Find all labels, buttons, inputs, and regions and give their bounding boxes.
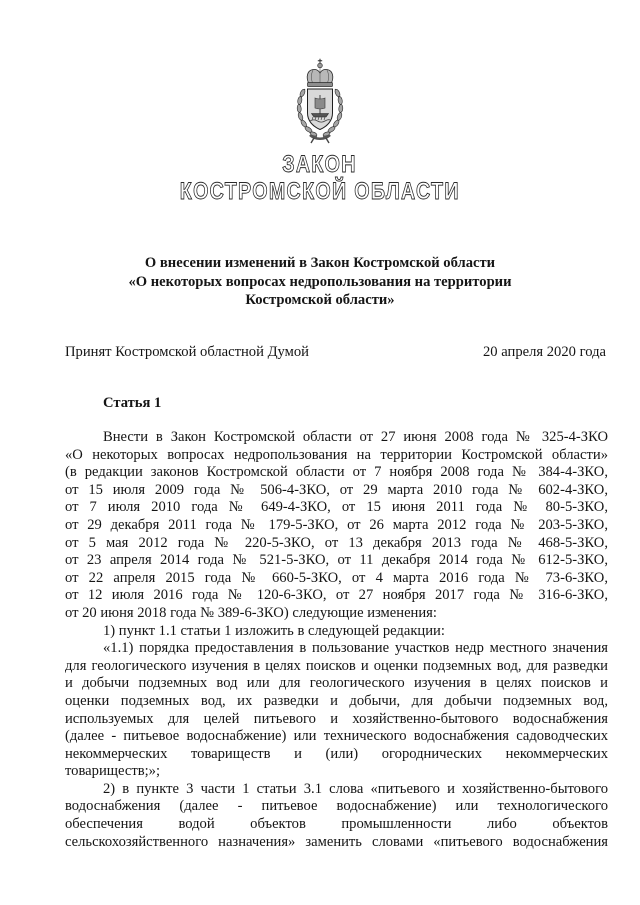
document-title-line: О внесении изменений в Закон Костромской области: [144, 255, 496, 271]
article-text-line: «О некоторых вопросах недропользования на территории Костромской области»: [65, 446, 608, 463]
coat-of-arms-graphic: [288, 58, 352, 144]
article-text-line: оценки подземных вод, их разведки и добычи, для добычи подземных вод,: [65, 692, 608, 709]
article-text-line: и добычи подземных вод или для геологического изучения в целях поисков и: [65, 675, 608, 692]
region-heading-text: КОСТРОМСКОЙ ОБЛАСТИ: [179, 178, 461, 205]
ribbon: [310, 135, 330, 143]
article-text-line: используемых для целей питьевого и хозяйственно-бытового водоснабжения: [65, 710, 608, 727]
article-text-line: некоммерческих товариществ и (или) огороднических некоммерческих: [65, 745, 608, 762]
article-body: [65, 429, 608, 851]
shield-icon: [308, 89, 333, 130]
article-text-line: обеспечения водой объектов промышленности либо объектов: [65, 816, 608, 833]
article-text-line: от 23 апреля 2014 года № 521-5-ЗКО, от 11 декабря 2014 года № 612-5-ЗКО,: [65, 552, 608, 569]
article-text-line: от 15 июля 2009 года № 506-4-ЗКО, от 29 марта 2010 года № 602-4-ЗКО,: [65, 481, 608, 498]
article-text-line: сельскохозяйственного назначения» заменить словами «питьевого водоснабжения: [65, 833, 608, 850]
adoption-date: 20 апреля 2020 года: [483, 344, 606, 360]
article-text-line: от 20 июня 2018 года № 389-6-ЗКО) следующие изменения:: [65, 604, 437, 621]
article-text-line: «1.1) порядка предоставления в пользование участков недр местного значения: [103, 640, 608, 657]
article-text-line: для геологического изучения в целях поисков и оценки подземных вод, для разведки: [65, 657, 608, 674]
document-title-line: Костромской области»: [245, 292, 395, 308]
article-text-line: Внести в Закон Костромской области от 27 июня 2008 года № 325-4-ЗКО: [103, 429, 608, 445]
article-text-line: 1) пункт 1.1 статьи 1 изложить в следующей редакции:: [103, 622, 445, 639]
adopted-by: Принят Костромской областной Думой: [65, 344, 309, 360]
paragraph-intro: [65, 429, 608, 623]
paragraph-item-2: [65, 781, 608, 851]
crown-icon: [307, 59, 333, 87]
paragraph-item-1: [65, 623, 608, 641]
article-text-line: от 12 июля 2016 года № 120-6-ЗКО, от 27 ноября 2017 года № 316-6-ЗКО,: [65, 587, 608, 604]
article-text-line: от 29 декабря 2011 года № 179-5-ЗКО, от 26 марта 2012 года № 203-5-ЗКО,: [65, 516, 608, 533]
article-text-line: от 22 апреля 2015 года № 660-5-ЗКО, от 4 марта 2016 года № 73-6-ЗКО,: [65, 569, 608, 586]
article-text-line: (далее - питьевое водоснабжение) или технического водоснабжения садоводческих: [65, 728, 608, 745]
law-heading-word: ЗАКОН: [282, 151, 358, 178]
article-text-line: водоснабжения (далее - питьевое водоснабжение) или технологического: [65, 798, 608, 815]
coat-of-arms-icon: [288, 58, 352, 144]
article-text-line: от 7 июля 2010 года № 649-4-ЗКО, от 15 июня 2011 года № 80-5-ЗКО,: [65, 499, 608, 516]
region-heading: [0, 178, 640, 206]
article-heading: Статья 1: [103, 395, 162, 411]
adoption-row: [65, 343, 606, 361]
article-text-line: от 5 мая 2012 года № 220-5-ЗКО, от 13 декабря 2013 года № 468-5-ЗКО,: [65, 534, 608, 551]
document-title-line: «О некоторых вопросах недропользования на территории: [128, 273, 512, 290]
document-title: [0, 254, 640, 310]
law-heading: [0, 151, 640, 179]
paragraph-new-wording: [65, 640, 608, 781]
article-text-line: товариществ;»;: [65, 763, 160, 780]
article-text-line: (в редакции законов Костромской области от 7 ноября 2008 года № 384-4-ЗКО,: [65, 464, 608, 481]
article-text-line: 2) в пункте 3 части 1 статьи 3.1 слова «питьевого и хозяйственно-бытового: [103, 780, 608, 797]
